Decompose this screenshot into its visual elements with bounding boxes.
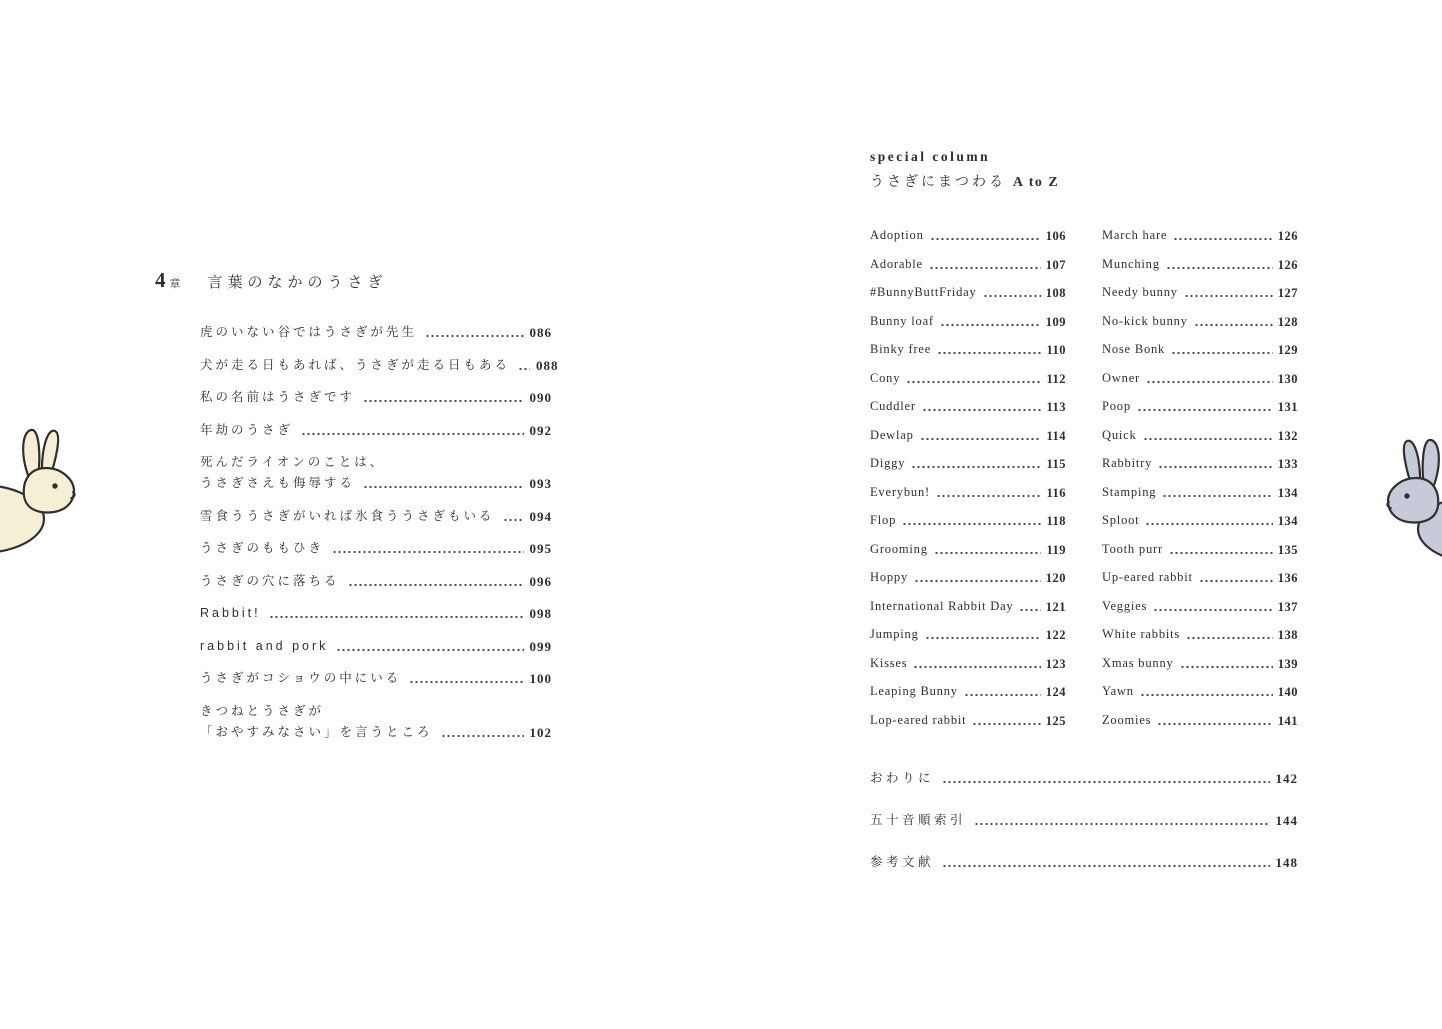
dot-leader <box>1153 608 1273 612</box>
dot-leader <box>983 294 1041 298</box>
back-matter-title: 五十音順索引 <box>870 812 967 827</box>
rabbit-ear-front <box>42 431 58 480</box>
atoz-entry <box>870 711 1066 730</box>
dot-leader <box>914 579 1041 583</box>
rabbit-illustration-left <box>0 420 96 554</box>
atoz-entry <box>870 369 1066 388</box>
dot-leader <box>1158 465 1273 469</box>
atoz-column-1 <box>870 226 1066 730</box>
atoz-term: Quick <box>1102 427 1137 442</box>
atoz-entry <box>1102 654 1298 673</box>
toc-entry-line <box>200 637 552 656</box>
atoz-entry <box>1102 511 1298 530</box>
atoz-entry <box>870 255 1066 274</box>
dot-leader <box>1186 636 1273 640</box>
dot-leader <box>503 518 524 522</box>
toc-entry <box>200 453 552 493</box>
back-matter-page: 148 <box>1275 854 1298 870</box>
rabbit-body <box>0 485 44 553</box>
toc-entry-line <box>200 539 552 558</box>
toc-entry-title: 「おやすみなさい」を言うところ <box>200 724 433 739</box>
toc-entry <box>200 421 552 440</box>
dot-leader <box>922 408 1042 412</box>
dot-leader <box>1199 579 1273 583</box>
back-matter-entry <box>870 811 1298 830</box>
right-page <box>870 148 1298 872</box>
dot-leader <box>964 693 1041 697</box>
atoz-page: 107 <box>1045 257 1066 272</box>
atoz-entry <box>1102 540 1298 559</box>
special-column-title-latin: A to Z <box>1012 175 1060 190</box>
atoz-page: 113 <box>1046 400 1066 414</box>
atoz-term: Rabbitry <box>1102 456 1153 470</box>
toc-entry <box>200 539 552 558</box>
special-column-title <box>870 171 1298 193</box>
toc-entry-line <box>200 572 552 591</box>
atoz-term: Poop <box>1102 399 1131 413</box>
toc-entry-title: 年劫のうさぎ <box>200 422 294 437</box>
special-column-title-jp: うさぎにまつわる <box>870 173 1006 189</box>
toc-entry-page: 099 <box>529 638 552 654</box>
back-matter-entry <box>870 769 1298 788</box>
toc-entry-page: 092 <box>529 422 552 438</box>
dot-leader <box>1171 351 1273 355</box>
chapter-heading <box>155 268 553 293</box>
atoz-entry <box>1102 426 1298 445</box>
atoz-entry <box>870 597 1066 616</box>
atoz-page: 118 <box>1046 514 1066 528</box>
atoz-term: Sploot <box>1102 513 1140 527</box>
atoz-term: Zoomies <box>1102 712 1152 727</box>
atoz-page: 124 <box>1045 685 1066 699</box>
toc-entry-line <box>200 507 552 526</box>
toc-entry-title: 虎のいない谷ではうさぎが先生 <box>200 325 418 339</box>
dot-leader <box>409 680 523 684</box>
toc-entry-page: 094 <box>529 508 552 524</box>
atoz-column-2 <box>1102 226 1298 730</box>
dot-leader <box>937 351 1041 355</box>
dot-leader <box>1194 323 1273 327</box>
atoz-term: Dewlap <box>870 427 914 442</box>
dot-leader <box>936 494 1041 498</box>
dot-leader <box>1184 294 1273 298</box>
toc-entry <box>200 388 552 407</box>
dot-leader <box>972 722 1040 726</box>
rabbit-left-drawing <box>0 420 96 554</box>
toc-entry <box>200 669 552 688</box>
toc-entry-line <box>200 474 552 493</box>
dot-leader <box>930 237 1041 241</box>
atoz-term: Hoppy <box>870 570 909 584</box>
atoz-entry <box>1102 682 1298 701</box>
toc-entry-line <box>200 604 552 623</box>
toc-entry-line <box>200 421 552 440</box>
toc-entry-page: 086 <box>529 325 552 340</box>
dot-leader <box>1145 522 1272 526</box>
atoz-page: 115 <box>1046 457 1066 471</box>
rabbit-nose-line <box>1387 502 1391 508</box>
atoz-term: Owner <box>1102 370 1141 385</box>
atoz-page: 122 <box>1045 628 1066 642</box>
dot-leader <box>913 665 1040 669</box>
toc-entry-page: 090 <box>529 390 552 405</box>
atoz-term: Tooth purr <box>1102 541 1163 556</box>
toc-entry-title: うさぎがコショウの中にいる <box>200 671 402 685</box>
atoz-page: 110 <box>1046 343 1066 357</box>
toc-entry-title: 犬が走る日もあれば、うさぎが走る日もある <box>200 357 511 372</box>
dot-leader <box>942 780 1269 784</box>
chapter-title: 言葉のなかのうさぎ <box>207 274 388 291</box>
atoz-page: 138 <box>1277 628 1298 642</box>
atoz-page: 139 <box>1277 656 1298 671</box>
toc-entry-title: rabbit and pork <box>200 638 329 653</box>
toc-entry <box>200 604 552 623</box>
atoz-page: 128 <box>1277 314 1298 329</box>
dot-leader <box>441 734 524 738</box>
atoz-term: #BunnyButtFriday <box>870 285 977 299</box>
dot-leader <box>301 432 523 436</box>
toc-entry <box>200 637 552 656</box>
atoz-entry <box>1102 454 1298 473</box>
atoz-term: Adorable <box>870 256 923 271</box>
chapter-marker: 章 <box>169 278 182 290</box>
atoz-entry <box>870 426 1066 445</box>
dot-leader <box>1143 437 1273 441</box>
atoz-term: White rabbits <box>1102 627 1181 641</box>
back-matter-title: 参考文献 <box>870 854 935 869</box>
atoz-page: 140 <box>1277 685 1298 699</box>
atoz-entry <box>870 454 1066 473</box>
toc-entry-page: 098 <box>529 606 552 621</box>
toc-entry-title: うさぎの穴に落ちる <box>200 573 340 588</box>
atoz-term: March hare <box>1102 228 1168 242</box>
atoz-page: 135 <box>1277 542 1298 557</box>
toc-entry-page: 096 <box>529 573 552 589</box>
dot-leader <box>902 522 1041 526</box>
dot-leader <box>1173 237 1272 241</box>
toc-entry-title: 雪食ううさぎがいれば氷食ううさぎもいる <box>200 508 495 523</box>
atoz-entry <box>1102 255 1298 274</box>
back-matter-page: 144 <box>1275 812 1298 828</box>
toc-entry-title: うさぎさえも侮辱する <box>200 476 356 490</box>
toc-entry-page: 102 <box>529 724 552 740</box>
rabbit-body <box>1418 495 1442 563</box>
dot-leader <box>925 636 1041 640</box>
atoz-entry <box>1102 283 1298 302</box>
atoz-term: Xmas bunny <box>1102 655 1174 670</box>
atoz-page: 134 <box>1277 485 1298 500</box>
atoz-entry <box>870 540 1066 559</box>
toc-entry-page: 088 <box>536 357 559 373</box>
left-page <box>155 268 559 742</box>
atoz-page: 141 <box>1277 713 1298 728</box>
atoz-page: 123 <box>1045 656 1066 671</box>
atoz-term: Flop <box>870 513 897 527</box>
toc-entry-title: 私の名前はうさぎです <box>200 390 356 404</box>
dot-leader <box>348 583 524 587</box>
atoz-entry <box>1102 597 1298 616</box>
dot-leader <box>1162 494 1272 498</box>
atoz-page: 127 <box>1277 286 1298 300</box>
atoz-page: 106 <box>1045 229 1066 243</box>
atoz-entry <box>1102 625 1298 644</box>
dot-leader <box>332 550 523 554</box>
atoz-term: Diggy <box>870 456 906 470</box>
atoz-term: Cony <box>870 370 901 385</box>
atoz-page: 133 <box>1277 457 1298 471</box>
atoz-term: Jumping <box>870 627 919 641</box>
atoz-term: Grooming <box>870 541 928 556</box>
atoz-term: No-kick bunny <box>1102 313 1188 328</box>
atoz-page: 119 <box>1046 542 1066 557</box>
toc-entry <box>200 572 552 591</box>
atoz-term: Munching <box>1102 256 1160 271</box>
toc-entry-title: うさぎのももひき <box>200 541 325 555</box>
atoz-page: 129 <box>1277 343 1298 357</box>
atoz-page: 132 <box>1277 428 1298 443</box>
atoz-page: 126 <box>1277 229 1298 243</box>
back-matter-entry <box>870 853 1298 872</box>
atoz-entry <box>870 340 1066 359</box>
chapter-number: 4 <box>155 268 167 292</box>
atoz-term: Kisses <box>870 655 908 670</box>
back-matter-list <box>870 769 1298 872</box>
toc-entry <box>200 323 552 342</box>
atoz-entry <box>870 312 1066 331</box>
atoz-page: 112 <box>1046 371 1066 386</box>
atoz-term: Yawn <box>1102 684 1134 698</box>
dot-leader <box>1146 380 1273 384</box>
atoz-entry <box>870 283 1066 302</box>
atoz-entry <box>1102 483 1298 502</box>
dot-leader <box>1180 665 1273 669</box>
special-column-label: special column <box>870 149 991 164</box>
atoz-entry <box>870 625 1066 644</box>
atoz-entry <box>870 511 1066 530</box>
atoz-term: Veggies <box>1102 598 1148 613</box>
atoz-page: 131 <box>1277 400 1298 414</box>
toc-entry-page: 095 <box>529 541 552 556</box>
back-matter-title: おわりに <box>870 770 935 785</box>
atoz-entry <box>1102 369 1298 388</box>
toc-entry-pre-line: 死んだライオンのことは、 <box>200 455 386 469</box>
toc-entry-line <box>200 723 552 742</box>
atoz-term: Adoption <box>870 228 924 242</box>
rabbit-head <box>24 468 74 512</box>
atoz-page: 130 <box>1277 371 1298 386</box>
dot-leader <box>942 864 1269 868</box>
atoz-term: Binky free <box>870 342 932 356</box>
atoz-page: 109 <box>1045 314 1066 329</box>
dot-leader <box>1140 693 1273 697</box>
dot-leader <box>363 399 523 403</box>
atoz-entry <box>870 397 1066 416</box>
atoz-entry <box>870 568 1066 587</box>
atoz-term: International Rabbit Day <box>870 598 1014 613</box>
atoz-page: 126 <box>1277 257 1298 272</box>
toc-entry <box>200 507 552 526</box>
atoz-entry <box>870 226 1066 245</box>
dot-leader <box>1137 408 1273 412</box>
toc-entry-page: 100 <box>529 671 552 686</box>
atoz-term: Nose Bonk <box>1102 342 1166 356</box>
dot-leader <box>336 648 523 652</box>
atoz-term: Leaping Bunny <box>870 684 958 698</box>
atoz-term: Stamping <box>1102 484 1157 499</box>
dot-leader <box>1019 608 1040 612</box>
atoz-page: 137 <box>1277 599 1298 614</box>
dot-leader <box>920 437 1042 441</box>
dot-leader <box>929 266 1041 270</box>
toc-entry <box>200 356 559 375</box>
dot-leader <box>1166 266 1273 270</box>
special-column-header <box>870 148 1298 193</box>
dot-leader <box>911 465 1041 469</box>
rabbit-ear-front <box>1404 441 1420 490</box>
dot-leader <box>1157 722 1272 726</box>
dot-leader <box>906 380 1041 384</box>
atoz-page: 134 <box>1277 514 1298 528</box>
rabbit-illustration-right <box>1364 430 1442 564</box>
atoz-entry <box>1102 226 1298 245</box>
atoz-entry <box>1102 312 1298 331</box>
back-matter-page: 142 <box>1275 770 1298 786</box>
atoz-term: Everybun! <box>870 484 930 499</box>
toc-entry-line <box>200 356 559 375</box>
dot-leader <box>363 485 523 489</box>
rabbit-right-drawing <box>1364 430 1442 564</box>
atoz-page: 108 <box>1045 286 1066 300</box>
toc-entry-title: Rabbit! <box>200 606 261 620</box>
atoz-term: Up-eared rabbit <box>1102 570 1193 584</box>
rabbit-ear-back <box>23 430 39 478</box>
toc-entry-page: 093 <box>529 476 552 491</box>
atoz-term: Cuddler <box>870 399 916 413</box>
atoz-page: 136 <box>1277 571 1298 585</box>
dot-leader <box>934 551 1042 555</box>
rabbit-eye <box>52 483 57 488</box>
dot-leader <box>425 334 523 338</box>
atoz-entry <box>870 654 1066 673</box>
atoz-term: Bunny loaf <box>870 313 934 328</box>
atoz-page: 116 <box>1046 485 1066 500</box>
dot-leader <box>940 323 1041 327</box>
dot-leader <box>1169 551 1273 555</box>
atoz-page: 120 <box>1045 571 1066 585</box>
rabbit-nose-line <box>71 492 75 498</box>
atoz-entry <box>1102 711 1298 730</box>
chapter-toc <box>200 323 559 742</box>
rabbit-ear-back <box>1423 440 1439 488</box>
atoz-term: Lop-eared rabbit <box>870 712 967 727</box>
atoz-term: Needy bunny <box>1102 285 1178 299</box>
toc-entry-line <box>200 669 552 688</box>
rabbit-eye <box>1404 493 1409 498</box>
toc-entry <box>200 702 552 742</box>
atoz-columns <box>870 226 1298 730</box>
atoz-page: 125 <box>1045 713 1066 728</box>
atoz-entry <box>870 483 1066 502</box>
toc-entry-line <box>200 323 552 342</box>
dot-leader <box>269 615 524 619</box>
dot-leader <box>974 822 1269 826</box>
toc-entry-pre-line: きつねとうさぎが <box>200 703 325 718</box>
atoz-entry <box>1102 568 1298 587</box>
dot-leader <box>518 367 530 371</box>
atoz-entry <box>870 682 1066 701</box>
atoz-page: 121 <box>1045 599 1066 614</box>
rabbit-head <box>1388 478 1438 522</box>
atoz-entry <box>1102 340 1298 359</box>
atoz-entry <box>1102 397 1298 416</box>
toc-entry-line <box>200 388 552 407</box>
atoz-page: 114 <box>1046 428 1066 443</box>
